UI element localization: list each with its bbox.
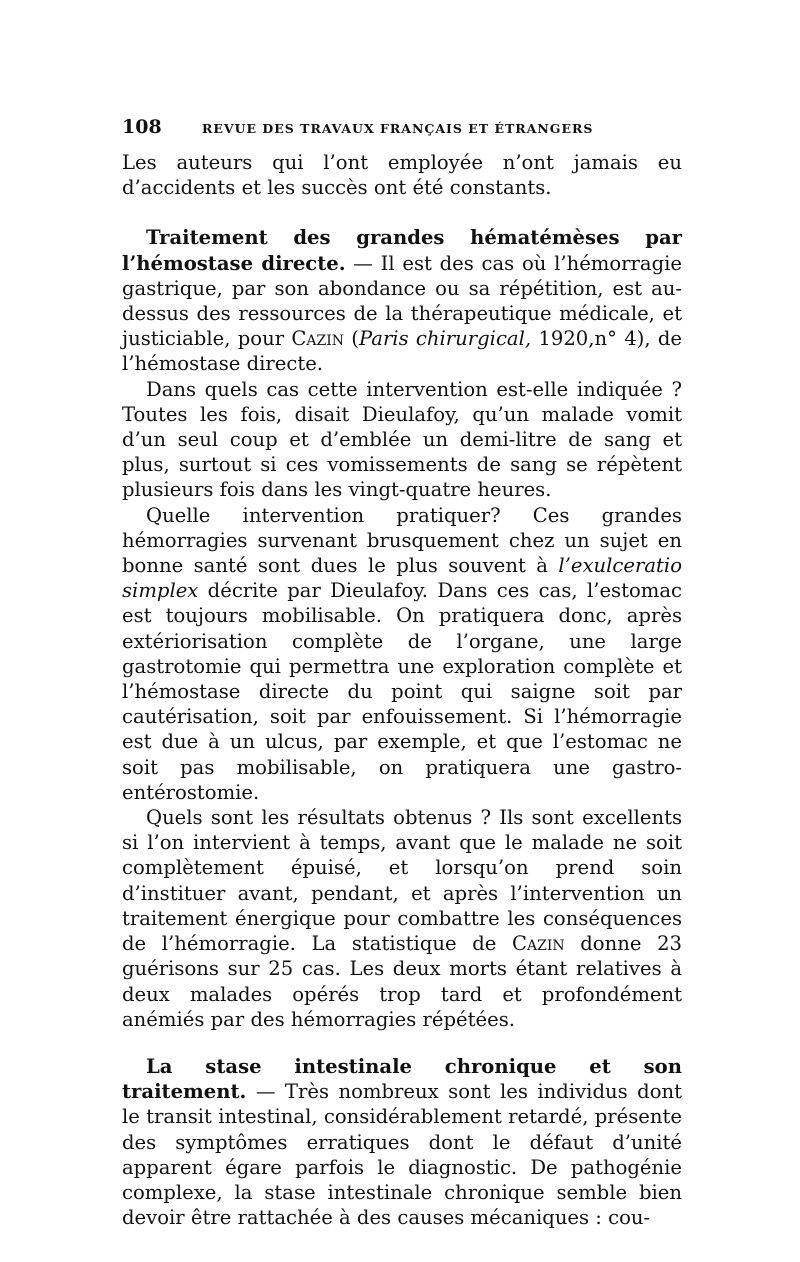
document-page xyxy=(122,116,682,1230)
paragraph-intro-text: Les auteurs qui l’ont employée n’ont jamais eu d’accidents et les succès ont été constants. xyxy=(122,151,682,200)
paragraph-text: Quels sont les résultats obtenus ? Ils sont excellents si l’on intervient à temps, avant que le malade ne soit complètement épuisé, et lorsqu’on prend soin d’instituer avant, pendant, et après l’intervention un traitement énergique pour combattre les conséquences de l’hémorragie. La statistique de xyxy=(122,806,682,956)
section-heading-hematemeses: Traitement des grandes hématémèses par l’hémostase directe. xyxy=(122,226,682,275)
section-text: ( xyxy=(344,327,359,351)
section-spacer xyxy=(122,1032,682,1054)
paragraph-text: donne 23 guérisons sur 25 cas. Les deux morts étant relatives à deux malades opérés trop tard et profondément anémiés par des hémorragies répétées. xyxy=(122,932,683,1031)
latin-term: l’exulceratio simplex xyxy=(122,554,682,603)
section-stase xyxy=(122,1054,682,1230)
paragraph-indications xyxy=(122,377,682,503)
section-hematemeses xyxy=(122,225,682,376)
author-name: Cazin xyxy=(291,327,344,351)
section-text: — Il est des cas où l’hémorragie gastrique, par son abondance ou sa répétition, est au-dessus des ressources de la thérapeutique médicale, et justiciable, pour xyxy=(122,251,682,351)
author-name: Cazin xyxy=(512,932,565,956)
section-heading-stase: La stase intestinale chronique et son traitement. xyxy=(122,1054,682,1104)
paragraph-intervention xyxy=(122,503,682,805)
section-spacer xyxy=(122,200,682,225)
running-title: REVUE DES TRAVAUX FRANÇAIS ET ÉTRANGERS xyxy=(202,121,594,136)
paragraph-text: décrite par Dieulafoy. Dans ces cas, l’estomac est toujours mobilisable. On pratiquera donc, après extériorisation complète de l’organe, une large gastrotomie qui permettra une exploration complète et l’hémostase directe du point qui saigne soit par cautérisation, soit par enfouissement. Si l’hémorragie est due à un ulcus, par exemple, et que l’estomac ne soit pas mobilisable, on pratiquera une gastro-entérostomie. xyxy=(122,579,682,804)
section-text: — Très nombreux sont les individus dont le transit intestinal, considérablement retardé, présente des symptômes erratiques dont le défaut d’unité apparent égare parfois le diagnostic. De pathogénie complexe, la stase intestinale chronique semble bien devoir être rattachée à des causes mécaniques : cou- xyxy=(122,1080,682,1230)
journal-title: Paris chirurgical, xyxy=(358,327,532,351)
paragraph-text: Dans quels cas cette intervention est-elle indiquée ? Toutes les fois, disait Dieulafoy, qu’un malade vomit d’un seul coup et d’emblée un demi-litre de sang et plus, surtout si ces vomissements de sang se répètent plusieurs fois dans les vingt-quatre heures. xyxy=(122,377,682,502)
page-header xyxy=(122,116,682,140)
paragraph-text: Quelle intervention pratiquer? Ces grandes hémorragies survenant brusquement chez un sujet en bonne santé sont dues le plus souvent à xyxy=(122,503,682,578)
section-text: 1920,n° 4), de l’hémostase directe. xyxy=(122,327,683,376)
paragraph-intro xyxy=(122,150,682,200)
paragraph-results xyxy=(122,805,682,1032)
page-number: 108 xyxy=(122,116,162,138)
